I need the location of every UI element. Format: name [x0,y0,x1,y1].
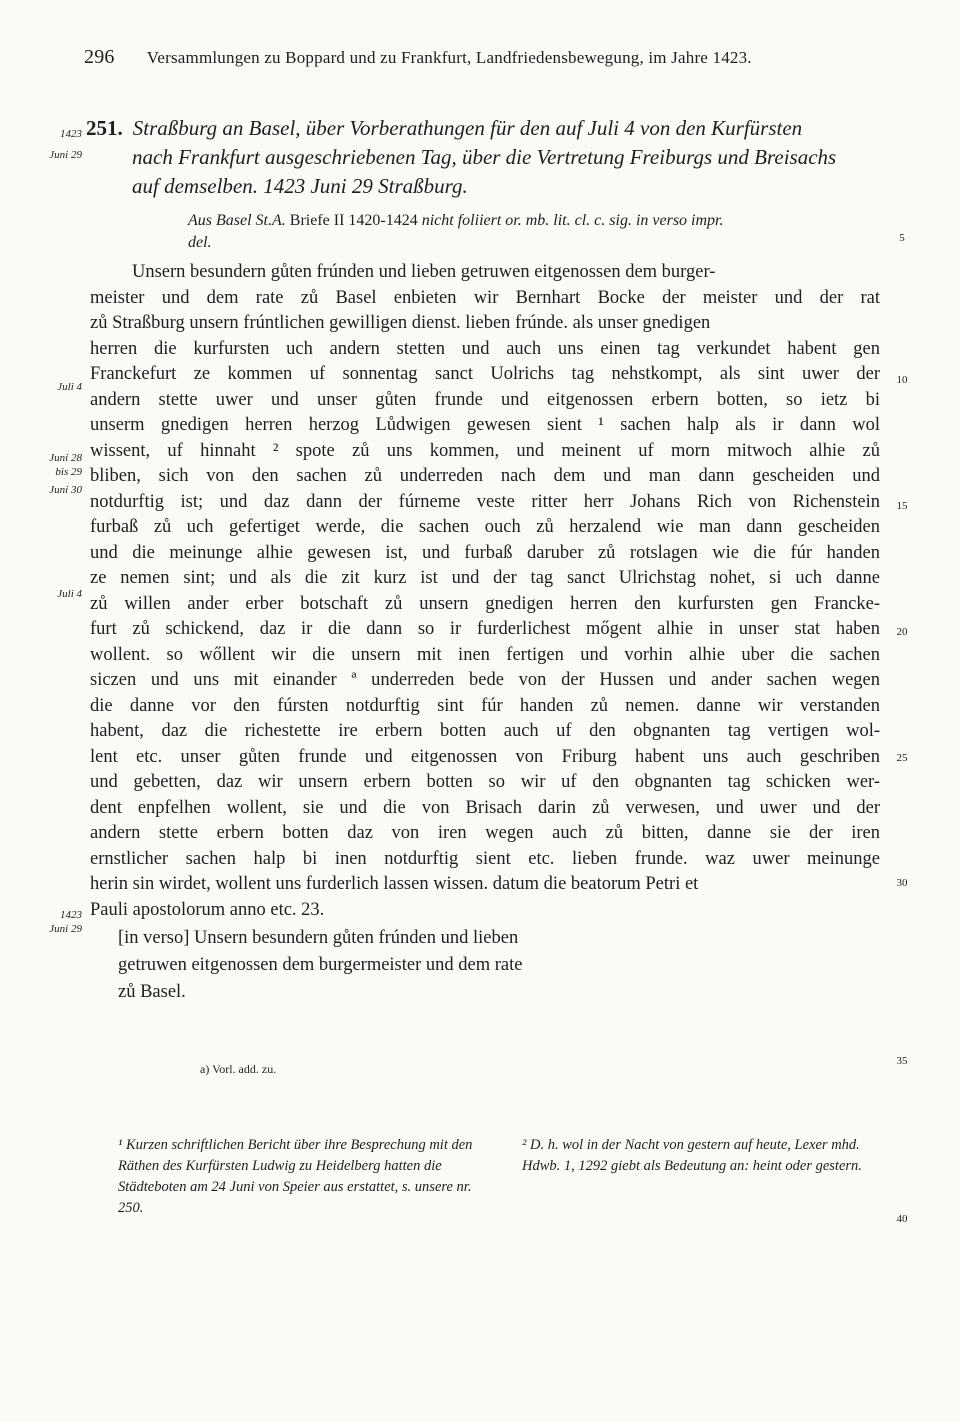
line-number-40: 40 [896,1213,908,1225]
body-line: und gebetten, daz wir unsern erbern botten so wir uf den obgnanten tag schicken wer- [90,772,880,792]
body-line: ernstlicher sachen halp bi inen notdurftig sient etc. lieben frunde. waz uwer meinunge [90,848,880,869]
body-line: bliben, sich von den sachen zů underreden nach dem und man dann gescheiden und [90,466,880,486]
margin-juli4-b: Juli 4 [57,588,82,600]
source-note [188,210,888,254]
body-line: herren die kurfursten uch andern stetten und auch uns einen tag verkundet habent gen [90,338,880,359]
margin-date-day: Juni 29 [49,149,82,161]
body-line: meister und dem rate zů Basel enbieten wir Bernhart Bocke der meister und der rat [90,287,880,308]
body-line: die danne vor den fúrsten notdurftig sint fúr handen zů nemen. danne wir verstanden [90,695,880,716]
source-shelfmark: Briefe II 1420-1424 [289,212,418,229]
source-description: nicht foliiert or. mb. lit. cl. c. sig. in verso impr. [421,212,724,229]
body-line: ze nemen sint; und als die zit kurz ist und der tag sanct Ulrichstag nohet, si uch danne [90,568,880,588]
title-line-2: nach Frankfurt ausgeschriebenen Tag, über die Vertretung Freiburgs und Breisachs [132,145,837,169]
body-line: furt zů schickend, daz ir die dann so ir furderlichest mőgent alhie in unser stat haben [90,619,880,639]
body-line: andern stette erbern botten daz von iren wegen auch zů bitten, danne sie der iren [90,823,880,843]
line-number-30: 30 [896,877,908,889]
body-line: andern stette uwer und unser gůten frunde und eitgenossen erbern botten, so ietz bi [90,389,880,410]
footnote-1: ¹ Kurzen schriftlichen Bericht über ihre Besprechung mit den Räthen des Kurfürsten Ludwig zu Heidelberg hatten die Städteboten am 24 Juni von Speier aus erstattet, s. unsere nr. 250. [118,1137,473,1216]
verso-line-1: [in verso] Unsern besundern gůten frúnden und lieben [118,928,519,948]
margin-juni28: Juni 28 [49,452,82,464]
textual-note-a: a) Vorl. add. zu. [200,1062,277,1076]
body-line: Franckefurt ze kommen uf sonnentag sanct Uolrichs tag nehstkompt, als sint uwer der [90,364,880,384]
margin-bis29: bis 29 [55,466,82,478]
margin-date-year: 1423 [60,128,82,140]
line-number-35: 35 [896,1055,908,1067]
margin-juni30: Juni 30 [49,484,82,496]
body-line: notdurftig ist; und daz dann der fúrneme veste ritter herr Johans Rich von Richenstein [90,491,880,512]
body-line: Unsern besundern gůten frúnden und lieben getruwen eitgenossen dem burger- [132,262,716,282]
body-line: herin sin wirdet, wollent uns furderlich lassen wissen. datum die beatorum Petri et [90,874,699,894]
source-del: del. [188,234,212,251]
line-number-25: 25 [896,752,908,764]
body-line: dent enpfelhen wollent, sie und die von Brisach darin zů verwesen, und uwer und der [90,797,880,818]
body-line: unserm gnedigen herren herzog Lůdwigen gewesen sient ¹ sachen halp als ir dann wol [90,415,880,435]
body-line: siczen und uns mit einander ª underreden bede von der Hussen und ander sachen wegen [90,670,880,690]
source-archive: Aus Basel St.A. [188,212,286,229]
body-line: wissent, uf hinnaht ² spote zů uns kommen, und meinent uf morn mitwoch alhie zů [90,440,880,461]
page-number: 296 [84,46,115,68]
line-number-20: 20 [896,626,908,638]
body-line: und die meinunge alhie gewesen ist, und furbaß daruber zů rotslagen wie die fúr handen [90,542,880,563]
document-title [86,114,886,201]
verso-line-3: zů Basel. [118,982,186,1002]
footnote-2: ² D. h. wol in der Nacht von gestern auf heute, Lexer mhd. Hdwb. 1, 1292 giebt als Bedeutung an: heint oder gestern. [522,1137,862,1174]
body-line: lent etc. unser gůten frunde und eitgenossen von Friburg habent uns auch geschriben [90,746,880,767]
body-line: furbaß zů uch gefertiget werde, die sachen ouch zů herzalend wie man dann gescheiden [90,517,880,537]
margin-juli4-a: Juli 4 [57,381,82,393]
margin-end-day: Juni 29 [49,923,82,935]
title-line-3: auf demselben. 1423 Juni 29 Straßburg. [132,174,468,198]
title-line-1: Straßburg an Basel, über Vorberathungen für den auf Juli 4 von den Kurfürsten [132,116,803,140]
running-header [84,46,752,69]
running-title: Versammlungen zu Boppard und zu Frankfurt, Landfriedensbewegung, im Jahre 1423. [146,48,752,67]
verso-line-2: getruwen eitgenossen dem burgermeister und dem rate [118,955,523,975]
margin-end-year: 1423 [60,909,82,921]
body-line: wollent. so wőllent wir die unsern mit inen fertigen und vorhin alhie uber die sachen [90,644,880,665]
body-line: zů Straßburg unsern frúntlichen gewilligen dienst. lieben frúnde. als unser gnedigen [90,313,711,333]
body-line: Pauli apostolorum anno etc. 23. [90,899,325,920]
line-number-15: 15 [896,500,908,512]
line-number-5: 5 [899,232,905,244]
body-line: habent, daz die richestette ire erbern botten auch uf den obgnanten tag vertigen wol- [90,721,880,741]
document-number: 251. [86,116,123,140]
line-number-10: 10 [896,374,908,386]
body-line: zů willen ander erber botschaft zů unsern gnedigen herren den kurfursten gen Francke- [90,593,880,614]
